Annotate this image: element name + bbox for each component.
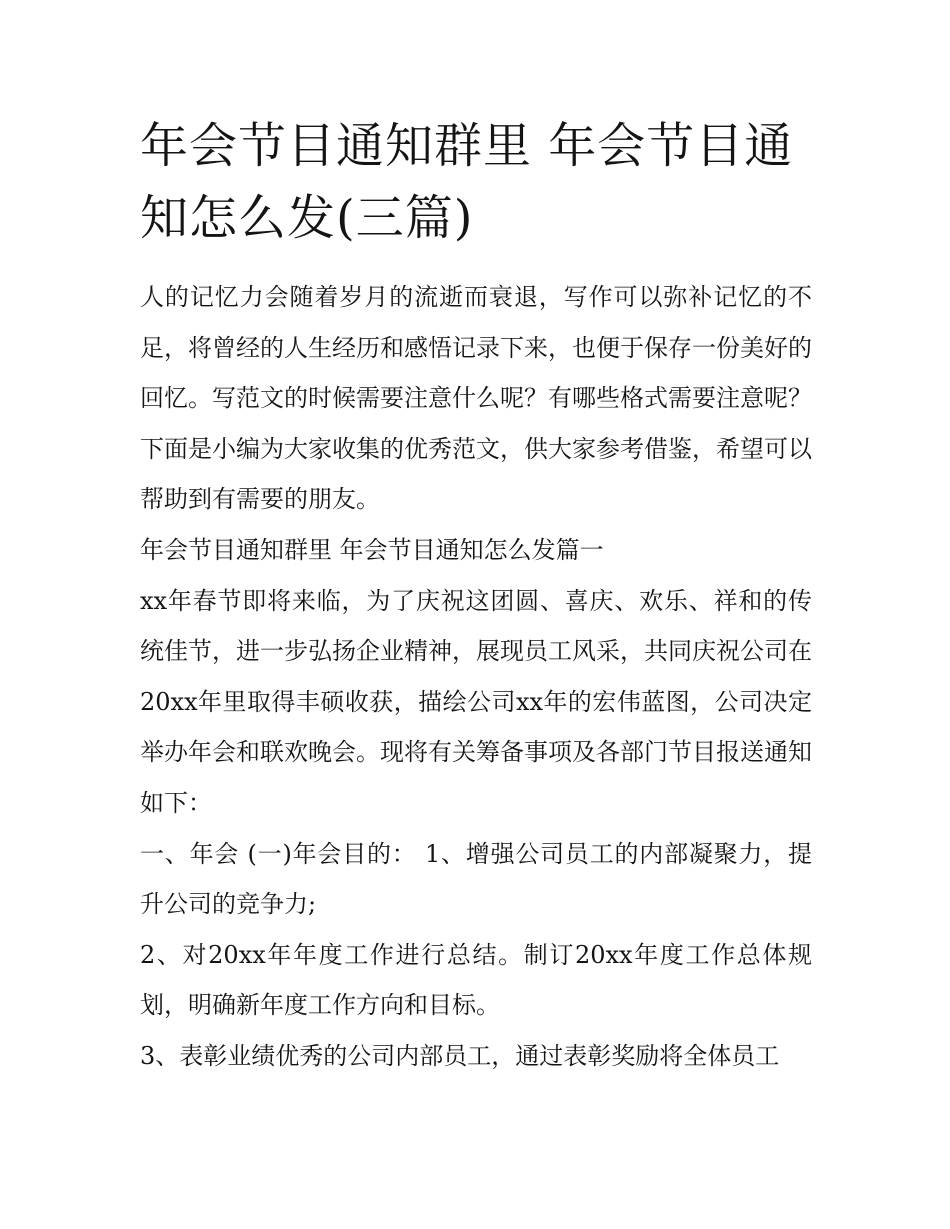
section-heading: 年会节目通知群里 年会节目通知怎么发篇一	[140, 535, 604, 564]
intro-paragraph: 人的记忆力会随着岁月的流逝而衰退，写作可以弥补记忆的不足，将曾经的人生经历和感悟记录下来，也便于保存一份美好的回忆。写范文的时候需要注意什么呢？有哪些格式需要注意呢？下面是小编为大家收集的优秀范文，供大家参考借鉴，希望可以帮助到有需要的朋友。	[140, 283, 812, 514]
document-title: 年会节目通知群里 年会节目通知怎么发(三篇)	[140, 118, 794, 246]
body-paragraph: 2、对20xx年年度工作进行总结。制订20xx年度工作总体规划，明确新年度工作方向和目标。	[140, 940, 812, 1020]
body-paragraph: 一、年会 (一)年会目的： 1、增强公司员工的内部凝聚力，提升公司的竞争力;	[140, 839, 812, 919]
body-paragraph: 3、表彰业绩优秀的公司内部员工，通过表彰奖励将全体员工	[140, 1041, 780, 1070]
body-paragraph: xx年春节即将来临，为了庆祝这团圆、喜庆、欢乐、祥和的传统佳节，进一步弘扬企业精神，展现员工风采，共同庆祝公司在20xx年里取得丰硕收获，描绘公司xx年的宏伟蓝图，公司决定举办年会和联欢晚会。现将有关筹备事项及各部门节目报送通知如下：	[140, 586, 812, 817]
document-page	[140, 110, 812, 1082]
